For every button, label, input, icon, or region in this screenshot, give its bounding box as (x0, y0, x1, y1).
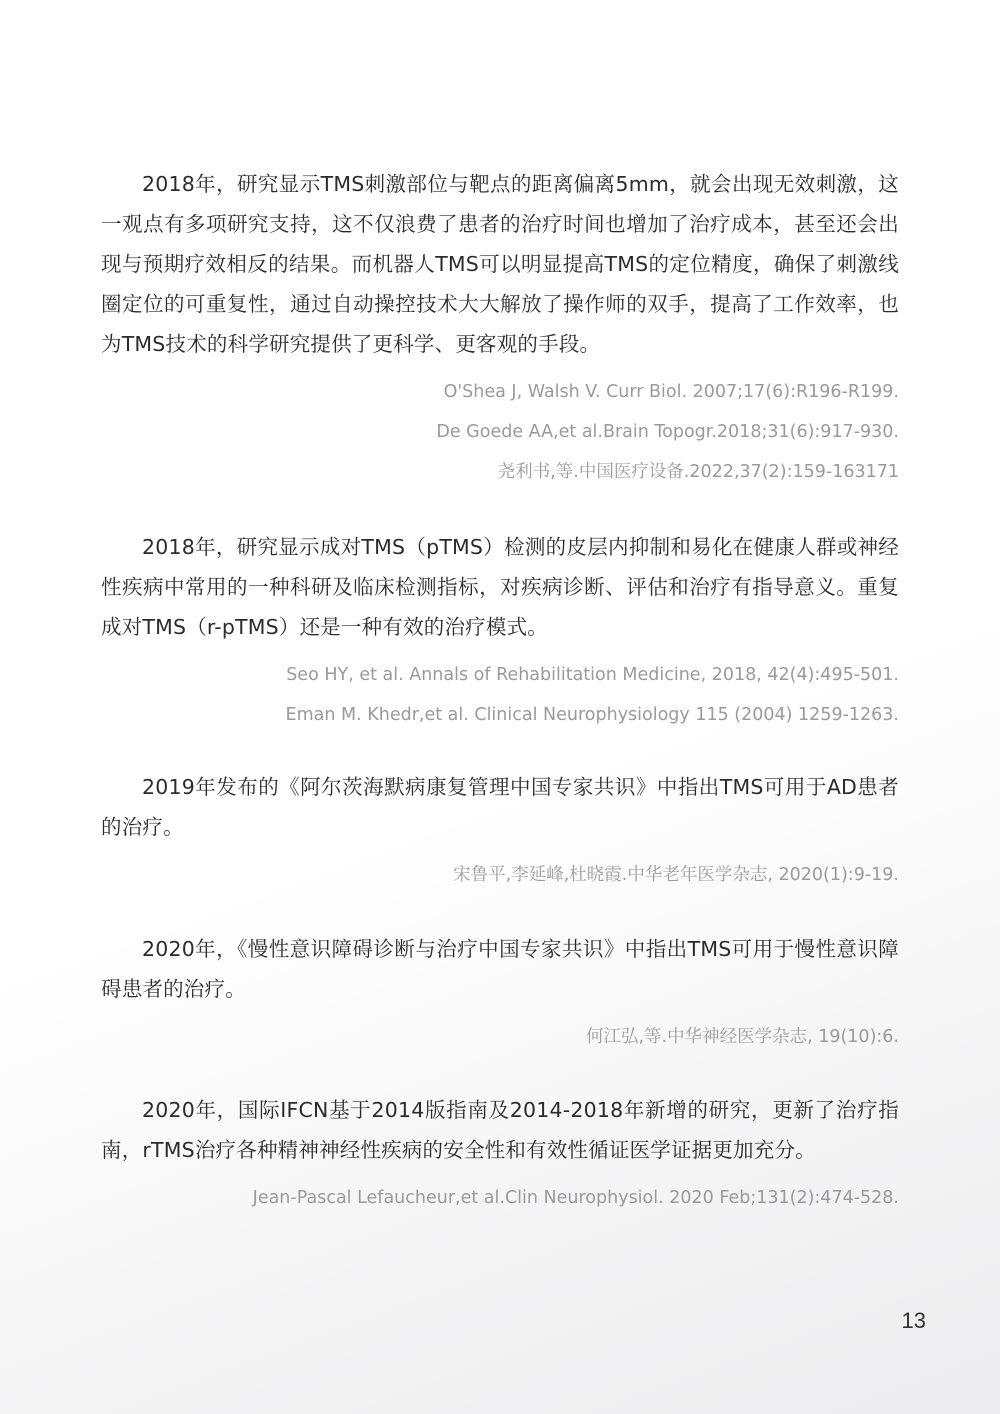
reference-item: De Goede AA,et al.Brain Topogr.2018;31(6):917-930. (436, 422, 899, 442)
section-tms-robot (101, 164, 899, 492)
body-paragraph: 2020年，国际IFCN基于2014版指南及2014-2018年新增的研究，更新了治疗指南，rTMS治疗各种精神神经性疾病的安全性和有效性循证医学证据更加充分。 (101, 1098, 899, 1162)
reference-item: Eman M. Khedr,et al. Clinical Neurophysiology 115 (2004) 1259-1263. (285, 705, 899, 725)
page-number: 13 (901, 1308, 926, 1333)
reference-list (101, 855, 899, 895)
body-paragraph: 2018年，研究显示TMS刺激部位与靶点的距离偏离5mm，就会出现无效刺激，这一观点有多项研究支持，这不仅浪费了患者的治疗时间也增加了治疗成本，甚至还会出现与预期疗效相反的结果。而机器人TMS可以明显提高TMS的定位精度，确保了刺激线圈定位的可重复性，通过自动操控技术大大解放了操作师的双手，提高了工作效率，也为TMS技术的科学研究提供了更科学、更客观的手段。 (101, 172, 899, 356)
body-paragraph: 2018年，研究显示成对TMS（pTMS）检测的皮层内抑制和易化在健康人群或神经性疾病中常用的一种科研及临床检测指标，对疾病诊断、评估和治疗有指导意义。重复成对TMS（r-pTMS）还是一种有效的治疗模式。 (101, 535, 899, 639)
reference-item: Jean-Pascal Lefaucheur,et al.Clin Neurophysiol. 2020 Feb;131(2):474-528. (252, 1188, 899, 1208)
reference-item: 尧利书,等.中国医疗设备.2022,37(2):159-163171 (497, 462, 899, 482)
section-alzheimer-consensus (101, 767, 899, 895)
reference-list (101, 655, 899, 735)
reference-item: O'Shea J, Walsh V. Curr Biol. 2007;17(6):R196-R199. (443, 382, 899, 402)
reference-list (101, 1178, 899, 1218)
reference-list (101, 1017, 899, 1057)
section-ptms (101, 527, 899, 735)
reference-item: Seo HY, et al. Annals of Rehabilitation Medicine, 2018, 42(4):495-501. (286, 665, 899, 685)
reference-item: 何江弘,等.中华神经医学杂志, 19(10):6. (585, 1027, 899, 1047)
section-ifcn-guideline (101, 1090, 899, 1218)
section-consciousness-consensus (101, 929, 899, 1057)
reference-list (101, 372, 899, 492)
body-paragraph: 2020年，《慢性意识障碍诊断与治疗中国专家共识》中指出TMS可用于慢性意识障碍患者的治疗。 (101, 937, 899, 1001)
reference-item: 宋鲁平,李延峰,杜晓霞.中华老年医学杂志, 2020(1):9-19. (453, 865, 899, 885)
body-paragraph: 2019年发布的《阿尔茨海默病康复管理中国专家共识》中指出TMS可用于AD患者的治疗。 (101, 775, 899, 839)
